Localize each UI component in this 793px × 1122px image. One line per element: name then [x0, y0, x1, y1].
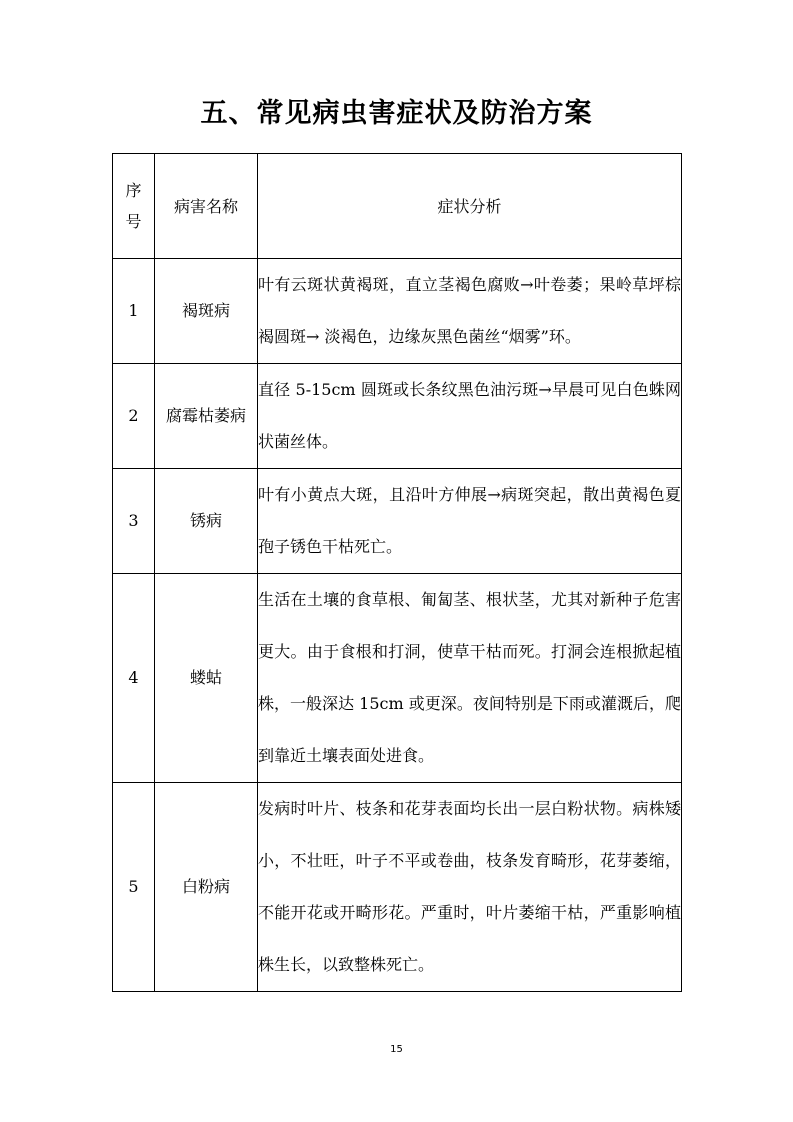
pest-disease-table: [112, 153, 682, 992]
disease-name-cell: 腐霉枯萎病: [155, 364, 258, 469]
page-number: 15: [390, 1044, 403, 1055]
symptom-cell: 生活在土壤的食草根、匍匐茎、根状茎，尤其对新种子危害更大。由于食根和打洞，使草干枯而死。打洞会连根掀起植株，一般深达 15cm 或更深。夜间特别是下雨或灌溉后，爬到靠近土壤表面处进食。: [258, 574, 682, 783]
table-header-row: [113, 154, 682, 259]
symptom-cell: 叶有小黄点大斑，且沿叶方伸展→病斑突起，散出黄褐色夏孢子锈色干枯死亡。: [258, 469, 682, 574]
disease-name-cell: 白粉病: [155, 783, 258, 992]
table-row: [113, 574, 682, 783]
page-title: 五、常见病虫害症状及防治方案: [200, 98, 593, 129]
header-no-cell: [113, 154, 155, 259]
table-row: [113, 259, 682, 364]
table-row: [113, 469, 682, 574]
row-no-cell: 3: [113, 469, 155, 574]
disease-name-cell: 蝼蛄: [155, 574, 258, 783]
row-no-cell: 4: [113, 574, 155, 783]
symptom-cell: 直径 5-15cm 圆斑或长条纹黑色油污斑→早晨可见白色蛛网状菌丝体。: [258, 364, 682, 469]
disease-name-cell: 褐斑病: [155, 259, 258, 364]
row-no-cell: 1: [113, 259, 155, 364]
symptom-cell: 发病时叶片、枝条和花芽表面均长出一层白粉状物。病株矮小，不壮旺，叶子不平或卷曲，枝条发育畸形，花芽萎缩，不能开花或开畸形花。严重时，叶片萎缩干枯，严重影响植株生长，以致整株死亡。: [258, 783, 682, 992]
row-no-cell: 2: [113, 364, 155, 469]
header-name-cell: 病害名称: [155, 154, 258, 259]
disease-name-cell: 锈病: [155, 469, 258, 574]
header-no-line2: 号: [125, 212, 142, 231]
table-row: [113, 364, 682, 469]
table-row: [113, 783, 682, 992]
header-no-line1: 序: [125, 181, 142, 200]
row-no-cell: 5: [113, 783, 155, 992]
symptom-cell: 叶有云斑状黄褐斑，直立茎褐色腐败→叶卷萎；果岭草坪棕褐圆斑→ 淡褐色，边缘灰黑色菌丝“烟雾”环。: [258, 259, 682, 364]
header-symptom-cell: 症状分析: [258, 154, 682, 259]
